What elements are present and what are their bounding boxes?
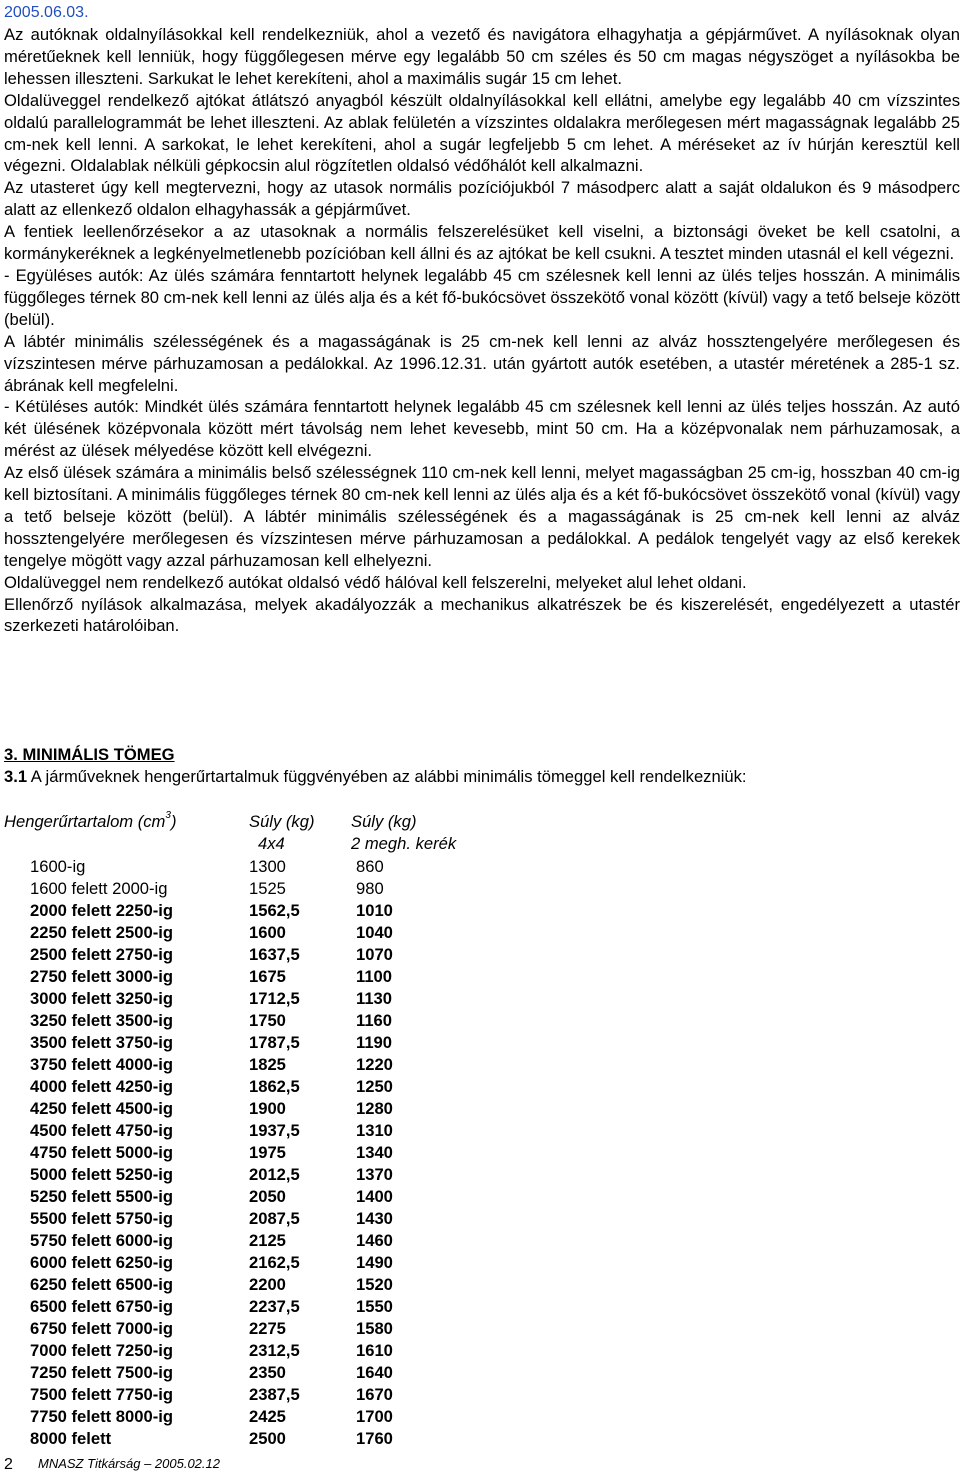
displacement-cell: 7250 felett 7500-ig [30, 1363, 173, 1382]
weight-2wd-cell: 1250 [356, 1077, 393, 1096]
table-row [0, 988, 960, 1010]
table-row [0, 900, 960, 922]
displacement-cell: 2250 felett 2500-ig [30, 923, 173, 942]
weight-2wd-cell: 1460 [356, 1231, 393, 1250]
weight-4x4-cell: 1937,5 [249, 1121, 300, 1140]
displacement-cell: 4000 felett 4250-ig [30, 1077, 173, 1096]
section-intro [4, 766, 960, 788]
displacement-cell: 4250 felett 4500-ig [30, 1099, 173, 1118]
weight-4x4-cell: 1525 [249, 879, 286, 898]
weight-4x4-cell: 2500 [249, 1429, 286, 1448]
table-row [0, 1120, 960, 1142]
section-text: A járműveknek hengerűrtartalmuk függvényében az alábbi minimális tömeggel kell rendelkezniük: [27, 767, 747, 786]
displacement-cell: 6000 felett 6250-ig [30, 1253, 173, 1272]
weight-2wd-cell: 1340 [356, 1143, 393, 1162]
weight-2wd-cell: 1640 [356, 1363, 393, 1382]
displacement-cell: 3000 felett 3250-ig [30, 989, 173, 1008]
paragraph: A lábtér minimális szélességének és a magasságának is 25 cm-nek kell lenni az alváz hossztengelyére merőlegesen és vízszintesen mérve párhuzamosan a pedálokkal. Az 1996.12.31. után gyártott autók esetében, a utastér méretének a 285-1 sz. ábrának kell megfelelni. [4, 331, 960, 395]
table-row [0, 1208, 960, 1230]
table-row [0, 966, 960, 988]
weight-4x4-cell: 2012,5 [249, 1165, 300, 1184]
weight-2wd-cell: 1070 [356, 945, 393, 964]
paragraph: Oldalüveggel nem rendelkező autókat oldalsó védő hálóval kell felszerelni, melyeket alul lehet oldani. [4, 572, 747, 592]
document-date: 2005.06.03. [4, 4, 89, 21]
table-row [0, 1186, 960, 1208]
weight-2wd-cell: 1550 [356, 1297, 393, 1316]
displacement-cell: 7750 felett 8000-ig [30, 1407, 173, 1426]
table-row [0, 1406, 960, 1428]
weight-4x4-cell: 1825 [249, 1055, 286, 1074]
weight-2wd-cell: 1010 [356, 901, 393, 920]
weight-2wd-cell: 980 [356, 879, 384, 898]
weight-4x4-cell: 2275 [249, 1319, 286, 1338]
weight-table-body [0, 856, 960, 1450]
displacement-cell: 7000 felett 7250-ig [30, 1341, 173, 1360]
displacement-cell: 5750 felett 6000-ig [30, 1231, 173, 1250]
table-row [0, 1164, 960, 1186]
weight-4x4-cell: 1975 [249, 1143, 286, 1162]
displacement-cell: 5000 felett 5250-ig [30, 1165, 173, 1184]
weight-2wd-cell: 1160 [356, 1011, 392, 1030]
weight-2wd-cell: 1040 [356, 923, 393, 942]
table-row [0, 1032, 960, 1054]
weight-2wd-cell: 1520 [356, 1275, 393, 1294]
displacement-cell: 5250 felett 5500-ig [30, 1187, 173, 1206]
displacement-cell: 2750 felett 3000-ig [30, 967, 173, 986]
displacement-cell: 2500 felett 2750-ig [30, 945, 173, 964]
weight-4x4-cell: 2237,5 [249, 1297, 300, 1316]
weight-4x4-cell: 1750 [249, 1011, 286, 1030]
table-header [0, 812, 960, 858]
paragraph: Oldalüveggel rendelkező ajtókat átlátszó anyagból készült oldalnyílásokkal kell ellátni, amelybe egy legalább 40 cm vízszintes oldalú parallelogrammát be lehet illeszteni. Az ablak felületén a vízszintes oldalakra merőlegesen mért magasságnak legalább 25 cm-nek kell lenni. A sarkokat, le lehet kerekíteni, ahol a sugár legfeljebb 5 cm lehet. A méréseket az ív húrján keresztül kell végezni. Oldalablak nélküli gépkocsin alul rögzítetlen oldalsó védőhálót kell alkalmazni. [4, 90, 960, 176]
weight-4x4-cell: 2162,5 [249, 1253, 300, 1272]
footer-organization: MNASZ Titkárság – 2005.02.12 [38, 1456, 220, 1471]
table-row [0, 1252, 960, 1274]
weight-4x4-cell: 2125 [249, 1231, 286, 1250]
weight-4x4-cell: 1637,5 [249, 945, 300, 964]
weight-4x4-cell: 1675 [249, 967, 286, 986]
table-row [0, 944, 960, 966]
table-row [0, 1142, 960, 1164]
displacement-cell: 5500 felett 5750-ig [30, 1209, 173, 1228]
column-header-displacement: Hengerűrtartalom $(cm^3)$ [4, 810, 177, 831]
weight-4x4-cell: 2425 [249, 1407, 286, 1426]
weight-2wd-cell: 1580 [356, 1319, 393, 1338]
weight-4x4-cell: 1600 [249, 923, 286, 942]
weight-2wd-cell: 1130 [356, 989, 392, 1008]
weight-2wd-cell: 1220 [356, 1055, 393, 1074]
paragraph: - Kétüléses autók: Mindkét ülés számára fenntartott helynek legalább 45 cm szélesnek kell lenni az ülés teljes hosszán. Az autó két ülésének középvonala között mért távolság nem lehet kevesebb, mint 50 cm. Ha a középvonalak nem párhuzamosak, a mérést az ülések mélyedése között kell elvégezni. [4, 397, 960, 461]
section-title: 3. MINIMÁLIS TÖMEG [4, 745, 175, 764]
table-row [0, 1230, 960, 1252]
weight-2wd-cell: 1400 [356, 1187, 393, 1206]
table-row [0, 1054, 960, 1076]
paragraph: - Együléses autók: Az ülés számára fenntartott helynek legalább 45 cm szélesnek kell lenni az ülés teljes hosszán. A minimális függőleges térnek 80 cm-nek kell lenni az ülés alja és a két fő-bukócsövet összekötő vonal között (kívül) vagy a tető belseje között (belül). [4, 265, 960, 329]
weight-4x4-cell: 2350 [249, 1363, 286, 1382]
weight-2wd-cell: 1100 [356, 967, 392, 986]
displacement-cell: 3500 felett 3750-ig [30, 1033, 173, 1052]
paragraph: Az első ülések számára a minimális belső szélességnek 110 cm-nek kell lenni, melyet magasságban 25 cm-ig, hosszban 40 cm-ig kell biztosítani. A minimális függőleges térnek 80 cm-nek kell lenni az ülés alja és a két fő-bukócsövet összekötő vonal (kívül) vagy a tető belseje között (belül). A lábtér minimális szélességének és a magasságának is 25 cm-nek kell lenni az alváz hossztengelyére merőlegesen és vízszintesen mérve párhuzamosan a pedálokkal. A pedálok tengelyét vagy az első kerekek tengelye mögött vagy azzal párhuzamosan kell elhelyezni. [4, 463, 960, 570]
paragraph: Ellenőrző nyílások alkalmazása, melyek akadályozzák a mechanikus alkatrészek be és kiszerelését, engedélyezett a utastér szerkezeti határolóiban. [4, 594, 960, 636]
weight-4x4-cell: 2200 [249, 1275, 286, 1294]
table-row [0, 1428, 960, 1450]
weight-4x4-cell: 1562,5 [249, 901, 300, 920]
weight-4x4-cell: 2087,5 [249, 1209, 300, 1228]
weight-2wd-cell: 1190 [356, 1033, 392, 1052]
table-row [0, 878, 960, 900]
displacement-cell: 3250 felett 3500-ig [30, 1011, 173, 1030]
column-subheader-4x4: 4x4 [258, 834, 285, 853]
weight-4x4-cell: 1712,5 [249, 989, 300, 1008]
weight-4x4-cell: 1300 [249, 857, 286, 876]
weight-4x4-cell: 1900 [249, 1099, 286, 1118]
displacement-cell: 1600-ig [30, 857, 86, 876]
table-row [0, 1274, 960, 1296]
table-row [0, 1362, 960, 1384]
weight-2wd-cell: 1490 [356, 1253, 393, 1272]
document-body [4, 2, 960, 637]
weight-2wd-cell: 1430 [356, 1209, 393, 1228]
column-header-weight-4x4: Súly (kg) [249, 812, 315, 831]
table-row [0, 1340, 960, 1362]
table-row [0, 1318, 960, 1340]
weight-2wd-cell: 1700 [356, 1407, 393, 1426]
displacement-cell: 1600 felett 2000-ig [30, 879, 168, 898]
table-row [0, 856, 960, 878]
section-number: 3.1 [4, 767, 28, 786]
table-row [0, 1076, 960, 1098]
displacement-cell: 6250 felett 6500-ig [30, 1275, 173, 1294]
displacement-cell: 6500 felett 6750-ig [30, 1297, 173, 1316]
weight-4x4-cell: 2387,5 [249, 1385, 300, 1404]
displacement-cell: 2000 felett 2250-ig [30, 901, 173, 920]
weight-2wd-cell: 1370 [356, 1165, 393, 1184]
paragraph: Az utasteret úgy kell megtervezni, hogy az utasok normális pozíciójukból 7 másodperc alatt a saját oldalukon és 9 másodperc alatt az ellenkező oldalon elhagyhassák a gépjárművet. [4, 178, 960, 220]
table-row [0, 1296, 960, 1318]
weight-2wd-cell: 1280 [356, 1099, 393, 1118]
table-row [0, 922, 960, 944]
weight-4x4-cell: 1862,5 [249, 1077, 300, 1096]
displacement-cell: 4750 felett 5000-ig [30, 1143, 173, 1162]
weight-2wd-cell: 1670 [356, 1385, 393, 1404]
column-header-weight-2wd: Súly (kg) [351, 812, 417, 831]
page-number: 2 [4, 1456, 13, 1473]
weight-2wd-cell: 1760 [356, 1429, 393, 1448]
weight-4x4-cell: 1787,5 [249, 1033, 300, 1052]
page-footer [4, 1454, 404, 1474]
weight-2wd-cell: 860 [356, 857, 384, 876]
weight-4x4-cell: 2050 [249, 1187, 286, 1206]
weight-2wd-cell: 1610 [356, 1341, 393, 1360]
weight-4x4-cell: 2312,5 [249, 1341, 300, 1360]
weight-2wd-cell: 1310 [356, 1121, 393, 1140]
displacement-cell: 3750 felett 4000-ig [30, 1055, 173, 1074]
displacement-cell: 7500 felett 7750-ig [30, 1385, 173, 1404]
table-row [0, 1010, 960, 1032]
displacement-cell: 8000 felett [30, 1429, 112, 1448]
paragraph: A fentiek leellenőrzésekor a az utasoknak a normális felszerelésüket kell viselni, a biztonsági öveket be kell csatolni, a kormánykeréknek a legkényelmetlenebb pozícióban kell állni és az ajtókat be kell csukni. A tesztet minden utasnál el kell végezni. [4, 222, 960, 264]
paragraph: Az autóknak oldalnyílásokkal kell rendelkezniük, ahol a vezető és navigátora elhagyhatja a gépjárművet. A nyílásoknak olyan méretűeknek kell lenniük, hogy függőlegesen mérve egy legalább 50 cm széles és 50 cm magas négyszöget a nyílásokba be lehessen illeszteni. Sarkukat le lehet kerekíteni, ahol a maximális sugár 15 cm lehet. [4, 25, 960, 88]
displacement-cell: 6750 felett 7000-ig [30, 1319, 173, 1338]
column-subheader-2wd: 2 megh. kerék [351, 834, 457, 853]
table-row [0, 1384, 960, 1406]
displacement-cell: 4500 felett 4750-ig [30, 1121, 173, 1140]
table-row [0, 1098, 960, 1120]
